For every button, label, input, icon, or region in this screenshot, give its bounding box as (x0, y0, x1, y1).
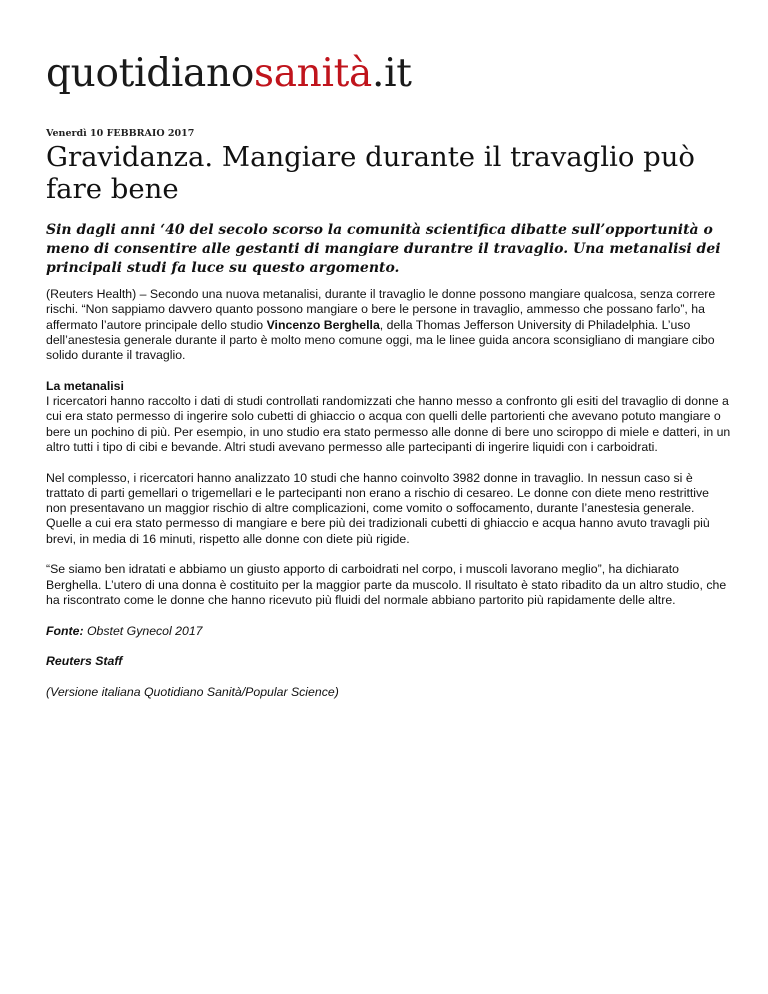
source-label: Fonte: (46, 623, 84, 638)
logo-text-quotidiano: quotidiano (46, 51, 254, 96)
translation-credit: (Versione italiana Quotidiano Sanità/Popular Science) (46, 684, 339, 699)
paragraph-intro-text-2: , della Thomas Jefferson University di Philadelphia. L’uso dell’anestesia generale durante il parto è molto meno comune oggi, ma le linee guida ancora sconsigliano di mangiare cibo solido durante il travaglio. (46, 317, 715, 363)
paragraph-quote: “Se siamo ben idratati e abbiamo un giusto apporto di carboidrati nel corpo, i muscoli lavorano meglio”, ha dichiarato Berghella. L’utero di una donna è costituito per la maggior parte da muscolo. Il risultato è stato ribadito da un altro studio, che ha riscontrato come le donne che hanno ricevuto più fluidi del normale abbiano partorito più rapidamente delle altre. (46, 562, 727, 607)
site-logo[interactable] (46, 50, 412, 98)
author-name: Vincenzo Berghella (266, 317, 380, 332)
logo-text-domain: .it (371, 51, 412, 96)
source-line (46, 624, 731, 639)
paragraph-intro-text-1: (Reuters Health) – Secondo una nuova metanalisi, durante il travaglio le donne possono mangiare qualcosa, senza correre rischi. “Non sappiamo davvero quanto possono mangiare o bere le persone in travaglio, ammesso che possano farlo”, ha affermato l’autore principale dello studio (46, 287, 716, 332)
logo-text-sanita: sanità (254, 51, 372, 96)
article-date: Venerdì 10 FEBBRAIO 2017 (46, 128, 195, 139)
article-author: Reuters Staff (46, 654, 123, 669)
article-title: Gravidanza. Mangiare durante il travaglio può fare bene (46, 141, 695, 205)
article-body (46, 287, 731, 700)
article-lead: Sin dagli anni ‘40 del secolo scorso la comunità scientifica dibatte sull’opportunità o meno di consentire alle gestanti di mangiare durantre il travaglio. Una metanalisi dei principali studi fa luce su questo argomento. (46, 222, 721, 276)
source-value: Obstet Gynecol 2017 (83, 623, 203, 638)
paragraph-metanalysis-text: I ricercatori hanno raccolto i dati di studi controllati randomizzati che hanno messo a confronto gli esiti del travaglio di donne a cui era stato permesso di ingerire solo cubetti di ghiaccio o acqua con quelli delle partorienti che avevano potuto mangiare o bere un pochino di più. Per esempio, in uno studio era stato permesso alle donne di bere uno sciroppo di miele e datteri, in un altro tutti i tipo di cibi e bevande. Altri studi avevano permesso alle partecipanti di ingerire liquidi con i carboidrati. (46, 394, 731, 454)
paragraph-metanalysis (46, 379, 731, 455)
paragraph-results: Nel complesso, i ricercatori hanno analizzato 10 studi che hanno coinvolto 3982 donne in travaglio. In nessun caso si è trattato di parti gemellari o trigemellari e le partecipanti non erano a rischio di cesareo. Le donne con diete meno restrittive non presentavano un maggior rischio di altre complicazioni, come vomito o soffocamento, durante l’anestesia generale. Quelle a cui era stato permesso di mangiare e bere più dei tradizionali cubetti di ghiaccio e acqua hanno avuto travagli più brevi, in media di 16 minuti, rispetto alle donne con diete più rigide. (46, 470, 710, 546)
paragraph-intro (46, 287, 731, 363)
credit-line (46, 685, 731, 700)
section-subheading: La metanalisi (46, 378, 124, 393)
author-line (46, 654, 731, 669)
